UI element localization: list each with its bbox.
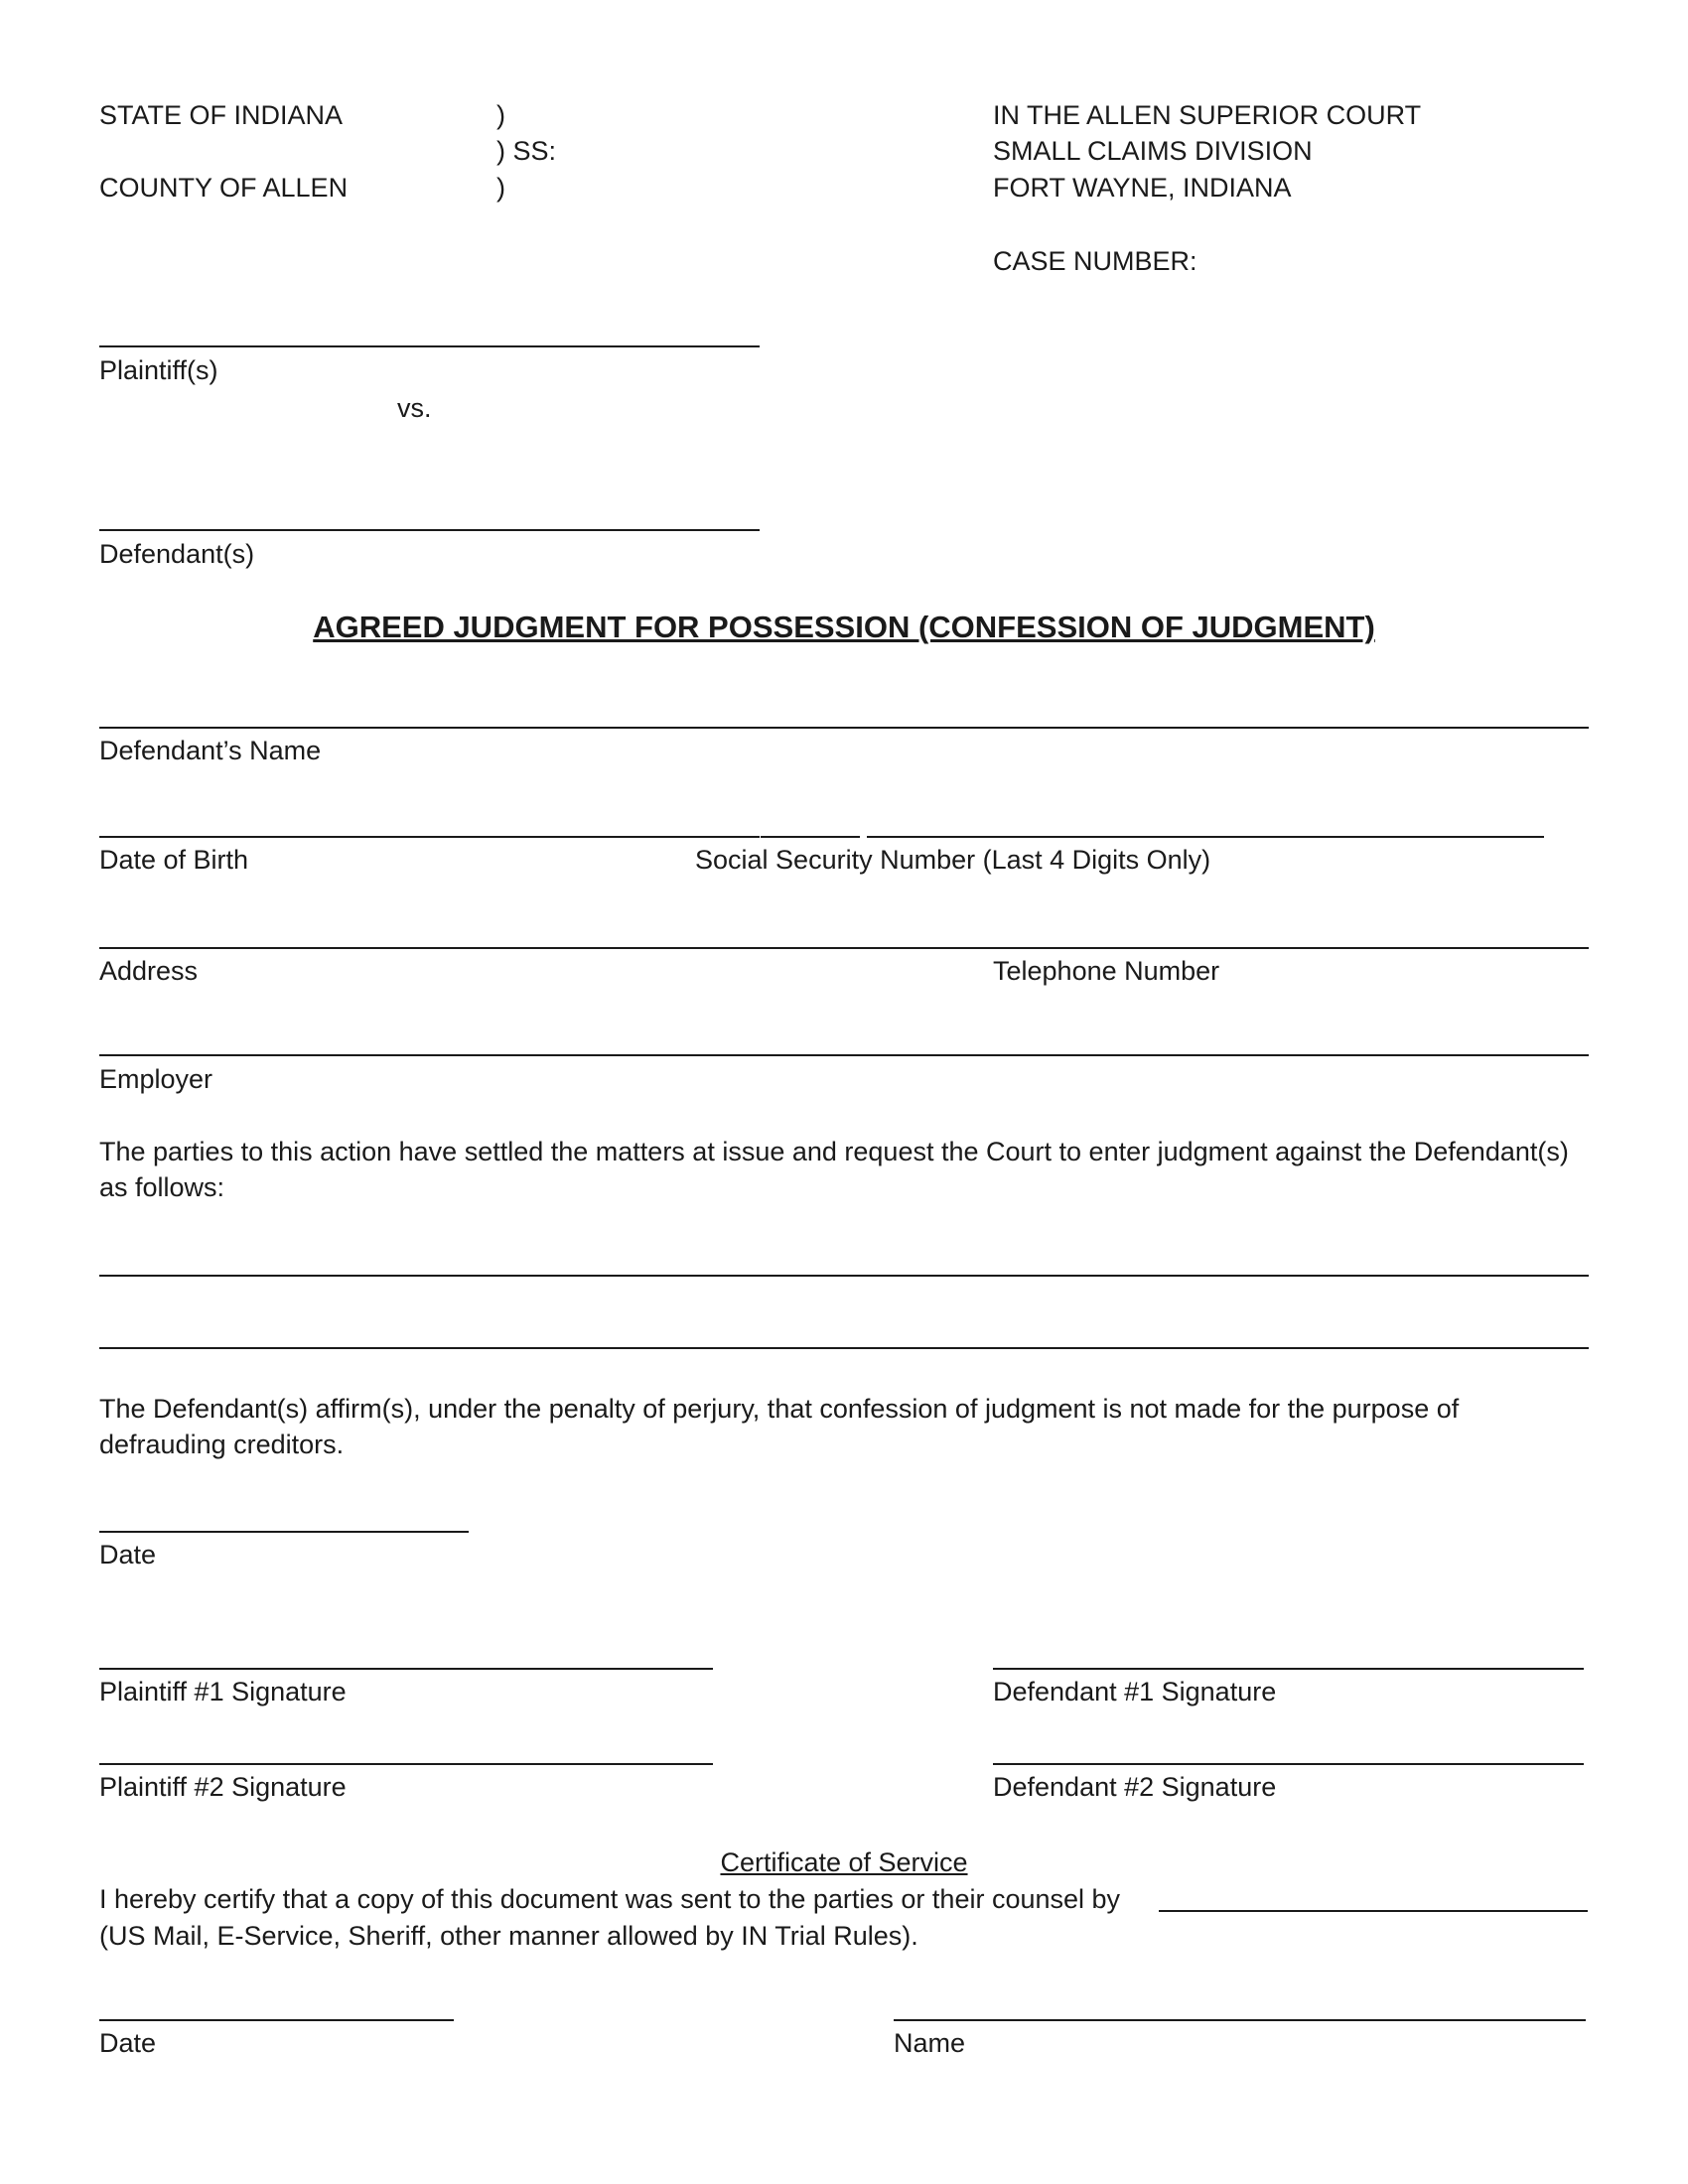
date-line[interactable] bbox=[99, 1531, 469, 1533]
employer-line[interactable] bbox=[99, 1054, 1589, 1056]
ssn-line[interactable] bbox=[867, 836, 1544, 838]
court-city: FORT WAYNE, INDIANA bbox=[993, 173, 1292, 203]
ssn-label: Social Security Number (Last 4 Digits Only) bbox=[695, 845, 1211, 875]
certificate-date-label: Date bbox=[99, 2028, 157, 2058]
case-number-label: CASE NUMBER: bbox=[993, 246, 1197, 276]
dob-label: Date of Birth bbox=[99, 845, 249, 875]
address-label: Address bbox=[99, 956, 199, 986]
defendant2-signature-line[interactable] bbox=[993, 1763, 1584, 1765]
caption-paren: ) bbox=[496, 100, 505, 130]
defendant2-signature-label: Defendant #2 Signature bbox=[993, 1772, 1277, 1802]
document-title: AGREED JUDGMENT FOR POSSESSION (CONFESSION OF JUDGMENT) bbox=[313, 610, 1375, 644]
judgment-line-2[interactable] bbox=[99, 1347, 1589, 1349]
plaintiff2-signature-label: Plaintiff #2 Signature bbox=[99, 1772, 347, 1802]
date-label: Date bbox=[99, 1540, 157, 1570]
dob-line[interactable] bbox=[99, 836, 760, 838]
ssn-short-line[interactable] bbox=[761, 836, 860, 838]
address-line[interactable] bbox=[99, 947, 1589, 949]
telephone-label: Telephone Number bbox=[993, 956, 1220, 986]
court-division: SMALL CLAIMS DIVISION bbox=[993, 136, 1313, 166]
certificate-date-line[interactable] bbox=[99, 2019, 454, 2021]
plaintiff2-signature-line[interactable] bbox=[99, 1763, 713, 1765]
caption-ss: ) SS: bbox=[496, 136, 557, 166]
certificate-heading: Certificate of Service bbox=[720, 1847, 968, 1877]
court-name: IN THE ALLEN SUPERIOR COURT bbox=[993, 100, 1422, 130]
plaintiff1-signature-line[interactable] bbox=[99, 1668, 713, 1670]
vs-label: vs. bbox=[397, 393, 432, 423]
state-label: STATE OF INDIANA bbox=[99, 100, 344, 130]
caption-paren: ) bbox=[496, 173, 505, 203]
defendant-line[interactable] bbox=[99, 529, 760, 531]
affirmation-paragraph: The Defendant(s) affirm(s), under the penalty of perjury, that confession of judgment is not made for the purpose of defrauding creditors. bbox=[99, 1394, 1460, 1459]
judgment-line-1[interactable] bbox=[99, 1275, 1589, 1277]
plaintiff1-signature-label: Plaintiff #1 Signature bbox=[99, 1677, 347, 1706]
defendant-name-label: Defendant’s Name bbox=[99, 736, 322, 765]
plaintiff-line[interactable] bbox=[99, 345, 760, 347]
service-method-line[interactable] bbox=[1159, 1910, 1588, 1912]
defendant1-signature-label: Defendant #1 Signature bbox=[993, 1677, 1277, 1706]
certificate-line-1: I hereby certify that a copy of this document was sent to the parties or their counsel by bbox=[99, 1884, 1121, 1914]
defendant-label: Defendant(s) bbox=[99, 539, 255, 569]
defendant-name-line[interactable] bbox=[99, 727, 1589, 729]
plaintiff-label: Plaintiff(s) bbox=[99, 355, 218, 385]
employer-label: Employer bbox=[99, 1064, 213, 1094]
certificate-line-2: (US Mail, E-Service, Sheriff, other manner allowed by IN Trial Rules). bbox=[99, 1921, 918, 1951]
certificate-name-line[interactable] bbox=[894, 2019, 1586, 2021]
certificate-name-label: Name bbox=[894, 2028, 966, 2058]
settlement-paragraph: The parties to this action have settled the matters at issue and request the Court to enter judgment against the Defendant(s) as follows: bbox=[99, 1137, 1569, 1202]
county-label: COUNTY OF ALLEN bbox=[99, 173, 349, 203]
defendant1-signature-line[interactable] bbox=[993, 1668, 1584, 1670]
